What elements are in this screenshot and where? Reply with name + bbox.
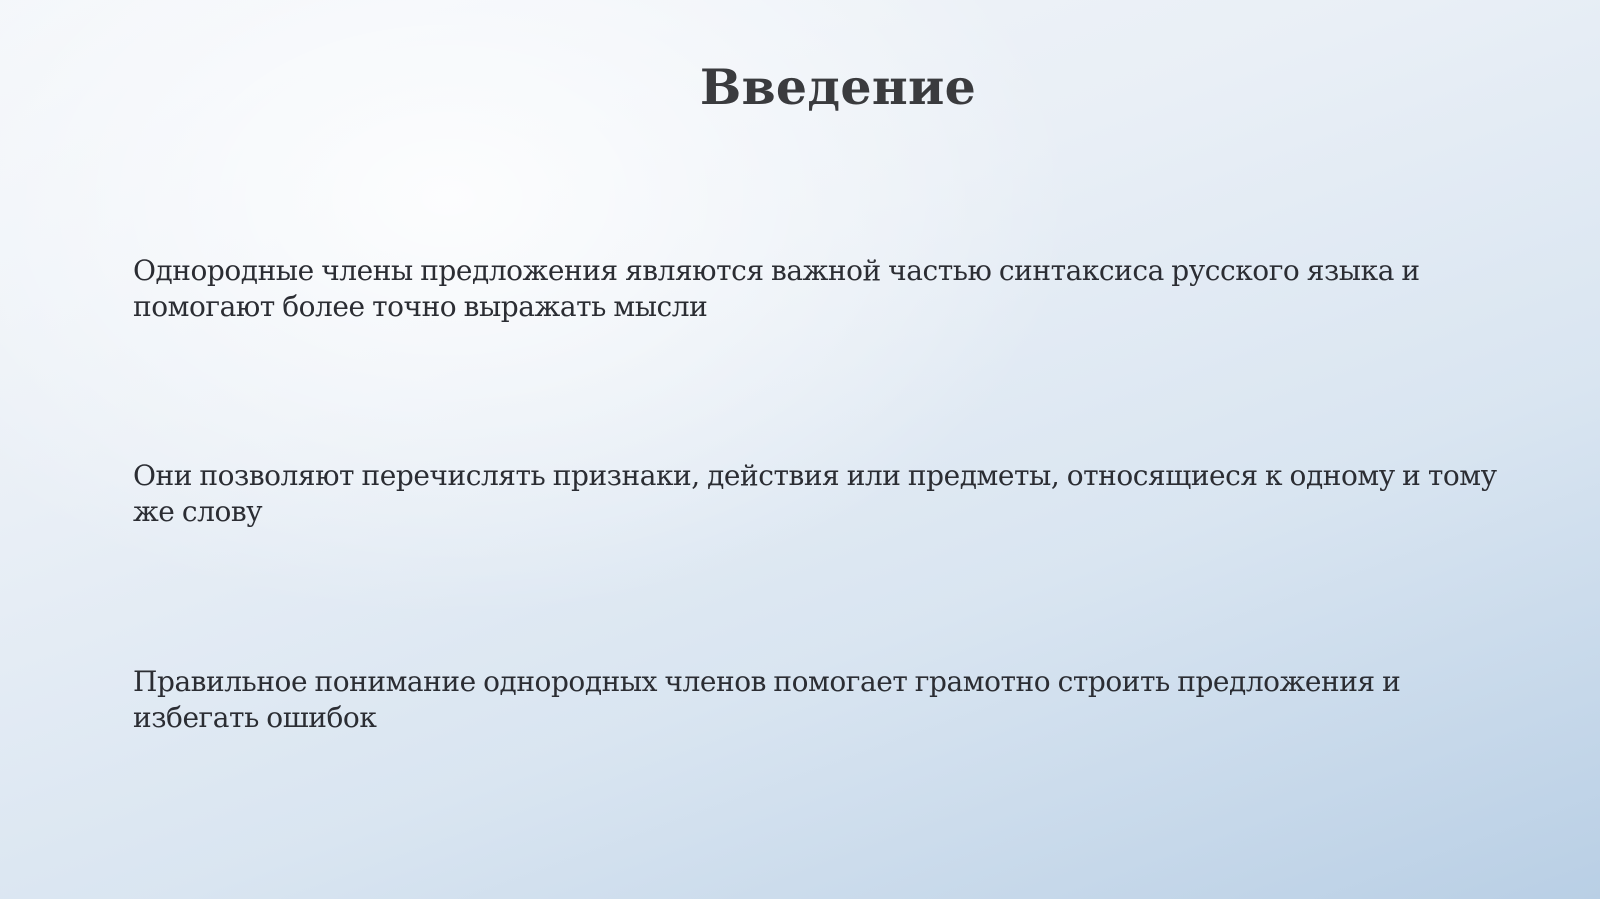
paragraph-1: Однородные члены предложения являются важной частью синтаксиса русского языка и помогают более точно выражать мысли <box>133 254 1420 323</box>
paragraph-3: Правильное понимание однородных членов помогает грамотно строить предложения и избегать ошибок <box>133 665 1401 734</box>
paragraph-2: Они позволяют перечислять признаки, действия или предметы, относящиеся к одному и тому же слову <box>133 459 1497 528</box>
slide-title: Введение <box>699 58 977 116</box>
